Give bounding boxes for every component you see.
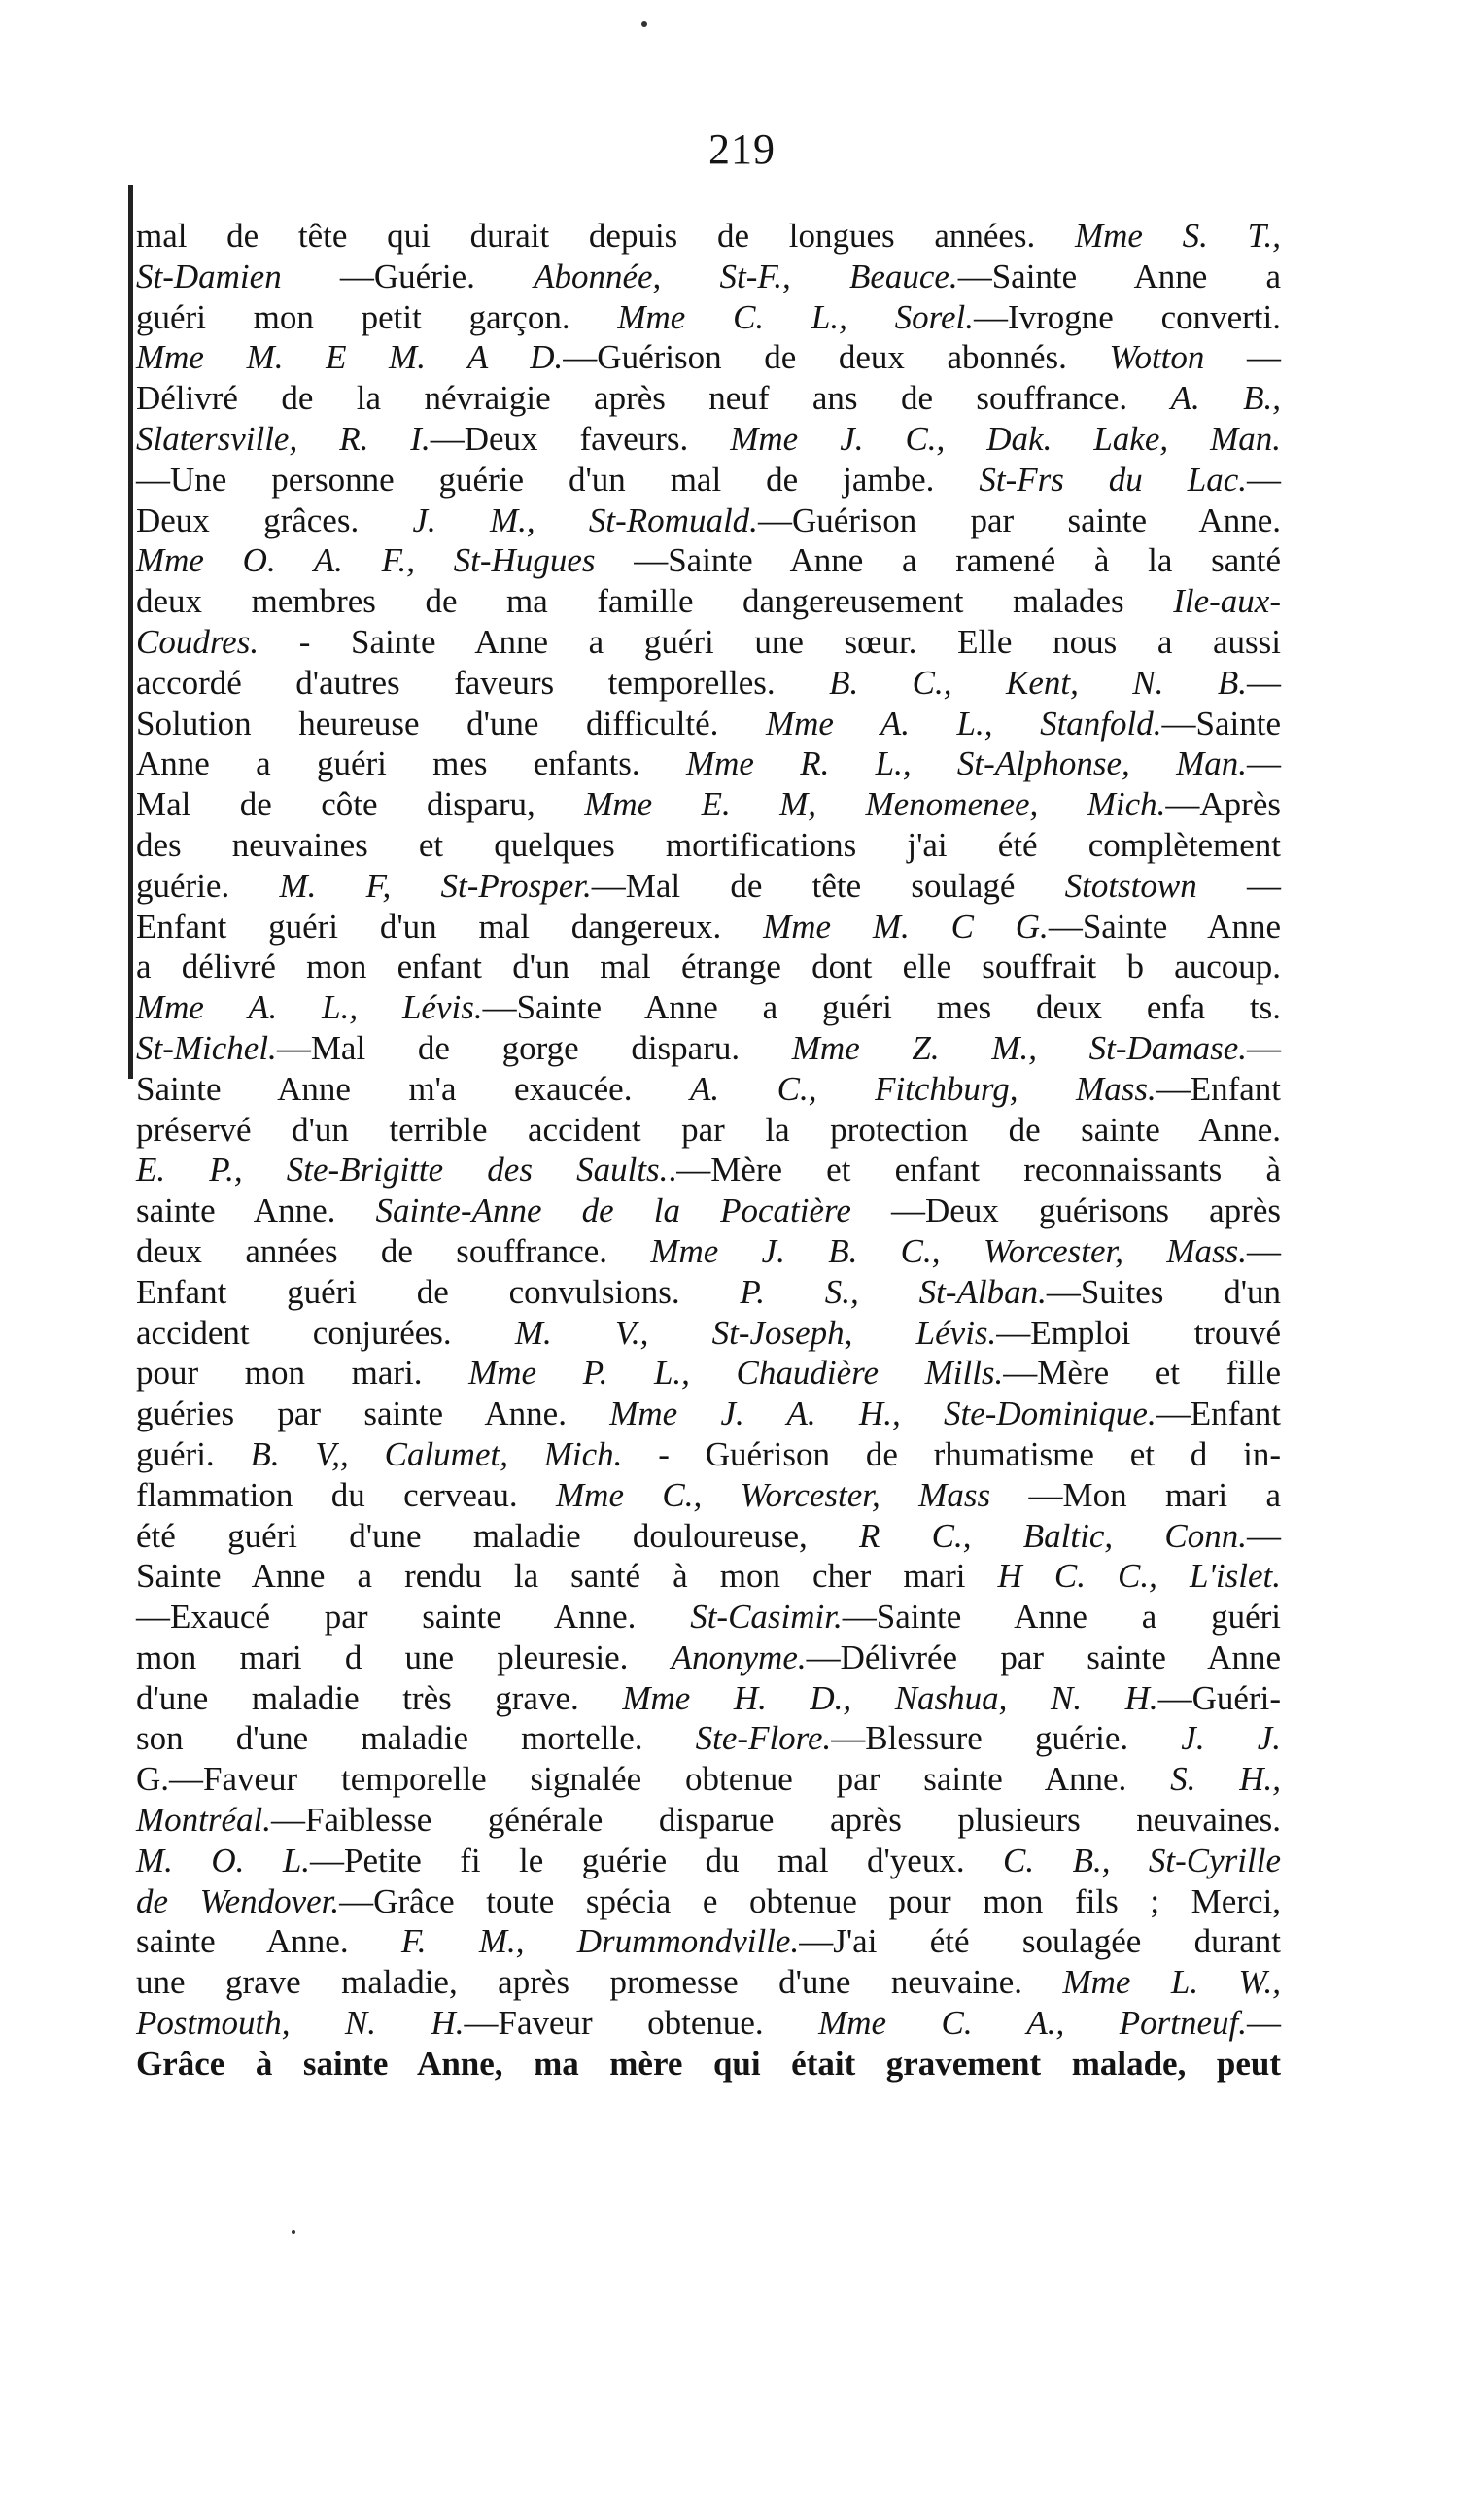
- text-line: [136, 987, 1281, 1028]
- text-segment: —Suites d'un: [1046, 1272, 1281, 1311]
- text-segment: —: [1196, 866, 1282, 905]
- text-segment: d'une maladie très grave.: [136, 1678, 623, 1717]
- text-line: [136, 500, 1281, 541]
- italic-segment: Mme M. E M. A D.: [136, 338, 564, 377]
- text-line: [136, 216, 1281, 257]
- italic-segment: de Wendover.: [136, 1881, 340, 1920]
- text-segment: accordé d'autres faveurs temporelles.: [136, 663, 830, 702]
- italic-segment: St-Michel.: [136, 1028, 277, 1067]
- italic-segment: M. O. L.: [136, 1841, 311, 1879]
- text-segment: .—Mère et enfant reconnaissants à: [668, 1151, 1281, 1189]
- text-block: [136, 216, 1281, 2085]
- text-segment: sainte Anne.: [136, 1191, 376, 1230]
- text-segment: —Blessure guérie.: [831, 1719, 1182, 1758]
- italic-segment: A. B.,: [1170, 379, 1282, 418]
- text-segment: —Exaucé par sainte Anne.: [136, 1598, 691, 1637]
- italic-segment: B. V,, Calumet, Mich.: [250, 1434, 623, 1473]
- text-line: [136, 1231, 1281, 1272]
- text-segment: —: [1246, 2004, 1281, 2043]
- italic-segment: J. M., St-Romuald.: [412, 500, 758, 539]
- text-segment: —Deux guérisons après: [850, 1191, 1281, 1230]
- text-line: [136, 743, 1281, 784]
- text-segment: —Après: [1165, 785, 1281, 824]
- text-line: [136, 1272, 1281, 1313]
- italic-segment: Coudres.: [136, 622, 259, 661]
- text-segment: Deux grâces.: [136, 500, 413, 539]
- text-segment: guéri.: [136, 1434, 251, 1473]
- text-segment: —Guéri-: [1157, 1678, 1281, 1717]
- text-line: [136, 1394, 1281, 1434]
- italic-segment: Mme A. L., Lévis.: [136, 988, 483, 1027]
- text-line: [136, 297, 1281, 338]
- italic-segment: Mme R. L., St-Alphonse, Man.: [685, 744, 1247, 783]
- text-segment: —: [1247, 663, 1281, 702]
- text-segment: Grâce à sainte Anne, ma mère qui était gravement malade, peut: [136, 2044, 1281, 2083]
- text-line: [136, 1597, 1281, 1637]
- text-line: [136, 2044, 1281, 2085]
- text-segment: préservé d'un terrible accident par la protection de sainte Anne.: [136, 1110, 1281, 1149]
- text-line: [136, 1759, 1281, 1800]
- text-segment: Enfant guéri de convulsions.: [136, 1272, 741, 1311]
- italic-segment: J. J.: [1181, 1719, 1282, 1758]
- text-segment: Sainte Anne m'a exaucée.: [136, 1069, 691, 1108]
- italic-segment: E. P., Ste-Brigitte des Saults.: [136, 1151, 669, 1189]
- text-segment: —: [1247, 460, 1281, 499]
- italic-segment: R C., Baltic, Conn.: [859, 1516, 1247, 1555]
- italic-segment: P. S., St-Alban.: [740, 1272, 1047, 1311]
- text-segment: G.—Faveur temporelle signalée obtenue par sainte Anne.: [136, 1760, 1171, 1799]
- text-segment: —Une personne guérie d'un mal de jambe.: [136, 460, 980, 499]
- text-segment: —Sainte: [1161, 704, 1281, 742]
- text-segment: Sainte Anne a rendu la santé à mon cher mari: [136, 1557, 998, 1596]
- italic-segment: C. B., St-Cyrille: [1003, 1841, 1281, 1879]
- text-line: [136, 1434, 1281, 1475]
- italic-segment: Mme C. L., Sorel.: [617, 297, 974, 336]
- text-line: [136, 1069, 1281, 1110]
- text-segment: —Guérison de deux abonnés.: [563, 338, 1110, 377]
- text-segment: —Mal de gorge disparu.: [276, 1028, 792, 1067]
- text-line: [136, 1637, 1281, 1678]
- text-line: [136, 1718, 1281, 1759]
- italic-segment: Stotstown: [1064, 866, 1197, 905]
- text-line: [136, 1475, 1281, 1516]
- text-segment: deux membres de ma famille dangereusement malades: [136, 582, 1174, 621]
- italic-segment: St-Frs du Lac.: [979, 460, 1247, 499]
- text-line: [136, 1962, 1281, 2003]
- ink-speck-bottom: [292, 2230, 295, 2234]
- text-segment: —Emploi trouvé: [996, 1313, 1281, 1352]
- text-line: [136, 784, 1281, 825]
- text-line: [136, 540, 1281, 581]
- italic-segment: M. V., St-Joseph, Lévis.: [514, 1313, 997, 1352]
- italic-segment: Mme J. C., Dak. Lake, Man.: [730, 419, 1281, 458]
- text-segment: des neuvaines et quelques mortifications j'ai été complètement: [136, 825, 1281, 864]
- text-segment: - Sainte Anne a guéri une sœur. Elle nous a aussi: [259, 622, 1281, 661]
- text-line: [136, 1678, 1281, 1719]
- text-segment: —Mère et fille: [1003, 1354, 1281, 1393]
- text-line: [136, 581, 1281, 622]
- text-segment: —Sainte Anne a ramené à la santé: [595, 541, 1281, 580]
- text-segment: —Grâce toute spécia e obtenue pour mon fils ; Merci,: [339, 1881, 1281, 1920]
- margin-rule: [128, 185, 133, 1079]
- text-segment: Mal de côte disparu,: [136, 785, 585, 824]
- italic-segment: St-Casimir.: [690, 1598, 843, 1637]
- text-segment: —Petite fi le guérie du mal d'yeux.: [310, 1841, 1004, 1879]
- text-segment: Enfant guéri d'un mal dangereux.: [136, 907, 764, 946]
- text-segment: —Délivrée par sainte Anne: [806, 1637, 1281, 1676]
- text-line: [136, 1150, 1281, 1190]
- text-line: [136, 1556, 1281, 1597]
- text-segment: —Deux faveurs.: [430, 419, 731, 458]
- italic-segment: Mme H. D., Nashua, N. H.: [622, 1678, 1158, 1717]
- text-line: [136, 1190, 1281, 1231]
- italic-segment: Montréal.: [136, 1801, 272, 1840]
- italic-segment: S. H.,: [1170, 1760, 1282, 1799]
- text-segment: —Guérie.: [281, 257, 535, 295]
- text-segment: Anne a guéri mes enfants.: [136, 744, 686, 783]
- italic-segment: Mme M. C G.: [763, 907, 1049, 946]
- text-segment: —Enfant: [1156, 1395, 1281, 1433]
- text-segment: pour mon mari.: [136, 1354, 469, 1393]
- text-segment: —Sainte Anne a: [957, 257, 1281, 295]
- text-segment: —Ivrogne converti.: [973, 297, 1281, 336]
- text-segment: flammation du cerveau.: [136, 1475, 557, 1514]
- italic-segment: A. C., Fitchburg, Mass.: [690, 1069, 1156, 1108]
- text-line: [136, 1800, 1281, 1841]
- italic-segment: Anonyme.: [671, 1637, 807, 1676]
- text-segment: - Guérison de rhumatisme et d in-: [622, 1434, 1281, 1473]
- italic-segment: Mme O. A. F., St-Hugues: [136, 541, 596, 580]
- italic-segment: Slatersville, R. I.: [136, 419, 431, 458]
- text-line: [136, 907, 1281, 948]
- text-segment: une grave maladie, après promesse d'une neuvaine.: [136, 1963, 1063, 2002]
- text-segment: —: [1246, 1028, 1281, 1067]
- text-line: [136, 2003, 1281, 2044]
- text-segment: Délivré de la névraigie après neuf ans de souffrance.: [136, 379, 1171, 418]
- text-line: [136, 1841, 1281, 1881]
- italic-segment: M. F, St-Prosper.: [279, 866, 592, 905]
- italic-segment: Mme S. T.,: [1075, 217, 1281, 255]
- italic-segment: Sainte-Anne de la Pocatière: [375, 1191, 851, 1230]
- text-line: [136, 460, 1281, 500]
- text-segment: —Sainte Anne a guéri: [842, 1598, 1281, 1637]
- text-segment: —: [1204, 338, 1282, 377]
- text-line: [136, 378, 1281, 419]
- italic-segment: Wotton: [1109, 338, 1205, 377]
- italic-segment: Abonnée, St-F., Beauce.: [534, 257, 958, 295]
- text-line: [136, 1313, 1281, 1354]
- italic-segment: Ste-Flore.: [695, 1719, 832, 1758]
- italic-segment: Mme E. M, Menomenee, Mich.: [584, 785, 1166, 824]
- text-line: [136, 704, 1281, 744]
- italic-segment: Mme L. W.,: [1062, 1963, 1281, 2002]
- text-segment: été guéri d'une maladie douloureuse,: [136, 1516, 860, 1555]
- text-line: [136, 947, 1281, 987]
- text-segment: sainte Anne.: [136, 1922, 401, 1961]
- text-segment: —Faveur obtenue.: [464, 2004, 819, 2043]
- text-segment: deux années de souffrance.: [136, 1231, 651, 1270]
- text-line: [136, 866, 1281, 907]
- text-segment: —Mon mari a: [990, 1475, 1282, 1514]
- italic-segment: Mme Z. M., St-Damase.: [791, 1028, 1247, 1067]
- text-line: [136, 419, 1281, 460]
- italic-segment: Mme P. L., Chaudière Mills.: [468, 1354, 1004, 1393]
- italic-segment: B. C., Kent, N. B.: [829, 663, 1247, 702]
- text-line: [136, 1881, 1281, 1922]
- text-line: [136, 1921, 1281, 1962]
- text-segment: accident conjurées.: [136, 1313, 515, 1352]
- text-segment: son d'une maladie mortelle.: [136, 1719, 696, 1758]
- text-line: [136, 337, 1281, 378]
- text-segment: —Sainte Anne a guéri mes deux enfa ts.: [482, 988, 1281, 1027]
- text-line: [136, 622, 1281, 663]
- text-segment: —Guérison par sainte Anne.: [757, 500, 1281, 539]
- text-segment: guéri mon petit garçon.: [136, 297, 618, 336]
- text-segment: —J'ai été soulagée durant: [799, 1922, 1282, 1961]
- italic-segment: Mme A. L., Stanfold.: [765, 704, 1162, 742]
- ink-speck-top: [641, 21, 647, 27]
- italic-segment: Mme J. A. H., Ste-Dominique.: [609, 1395, 1156, 1433]
- page-number: 219: [708, 125, 776, 173]
- italic-segment: F. M., Drummondville.: [400, 1922, 800, 1961]
- italic-segment: H C. C., L'islet.: [997, 1557, 1281, 1596]
- text-segment: Solution heureuse d'une difficulté.: [136, 704, 766, 742]
- text-segment: mon mari d une pleuresie.: [136, 1637, 672, 1676]
- text-segment: —: [1247, 1231, 1281, 1270]
- italic-segment: Mme C. A., Portneuf.: [818, 2004, 1247, 2043]
- italic-segment: St-Damien: [136, 257, 282, 295]
- text-segment: —Mal de tête soulagé: [591, 866, 1065, 905]
- text-segment: mal de tête qui durait depuis de longues années.: [136, 217, 1075, 255]
- text-segment: guérie.: [136, 866, 280, 905]
- text-segment: —Sainte Anne: [1048, 907, 1281, 946]
- text-line: [136, 825, 1281, 866]
- text-line: [136, 1028, 1281, 1069]
- text-segment: —: [1247, 744, 1281, 783]
- text-line: [136, 1110, 1281, 1151]
- text-segment: —Enfant: [1156, 1069, 1281, 1108]
- italic-segment: Ile-aux-: [1173, 582, 1281, 621]
- text-line: [136, 1516, 1281, 1557]
- text-segment: a délivré mon enfant d'un mal étrange dont elle souffrait b aucoup.: [136, 948, 1281, 986]
- italic-segment: Mme J. B. C., Worcester, Mass.: [650, 1231, 1247, 1270]
- text-line: [136, 663, 1281, 704]
- text-line: [136, 1353, 1281, 1394]
- text-line: [136, 257, 1281, 297]
- text-segment: guéries par sainte Anne.: [136, 1395, 610, 1433]
- text-segment: —: [1247, 1516, 1281, 1555]
- italic-segment: Postmouth, N. H.: [136, 2004, 465, 2043]
- italic-segment: Mme C., Worcester, Mass: [556, 1475, 991, 1514]
- text-segment: —Faiblesse générale disparue après plusieurs neuvaines.: [271, 1801, 1281, 1840]
